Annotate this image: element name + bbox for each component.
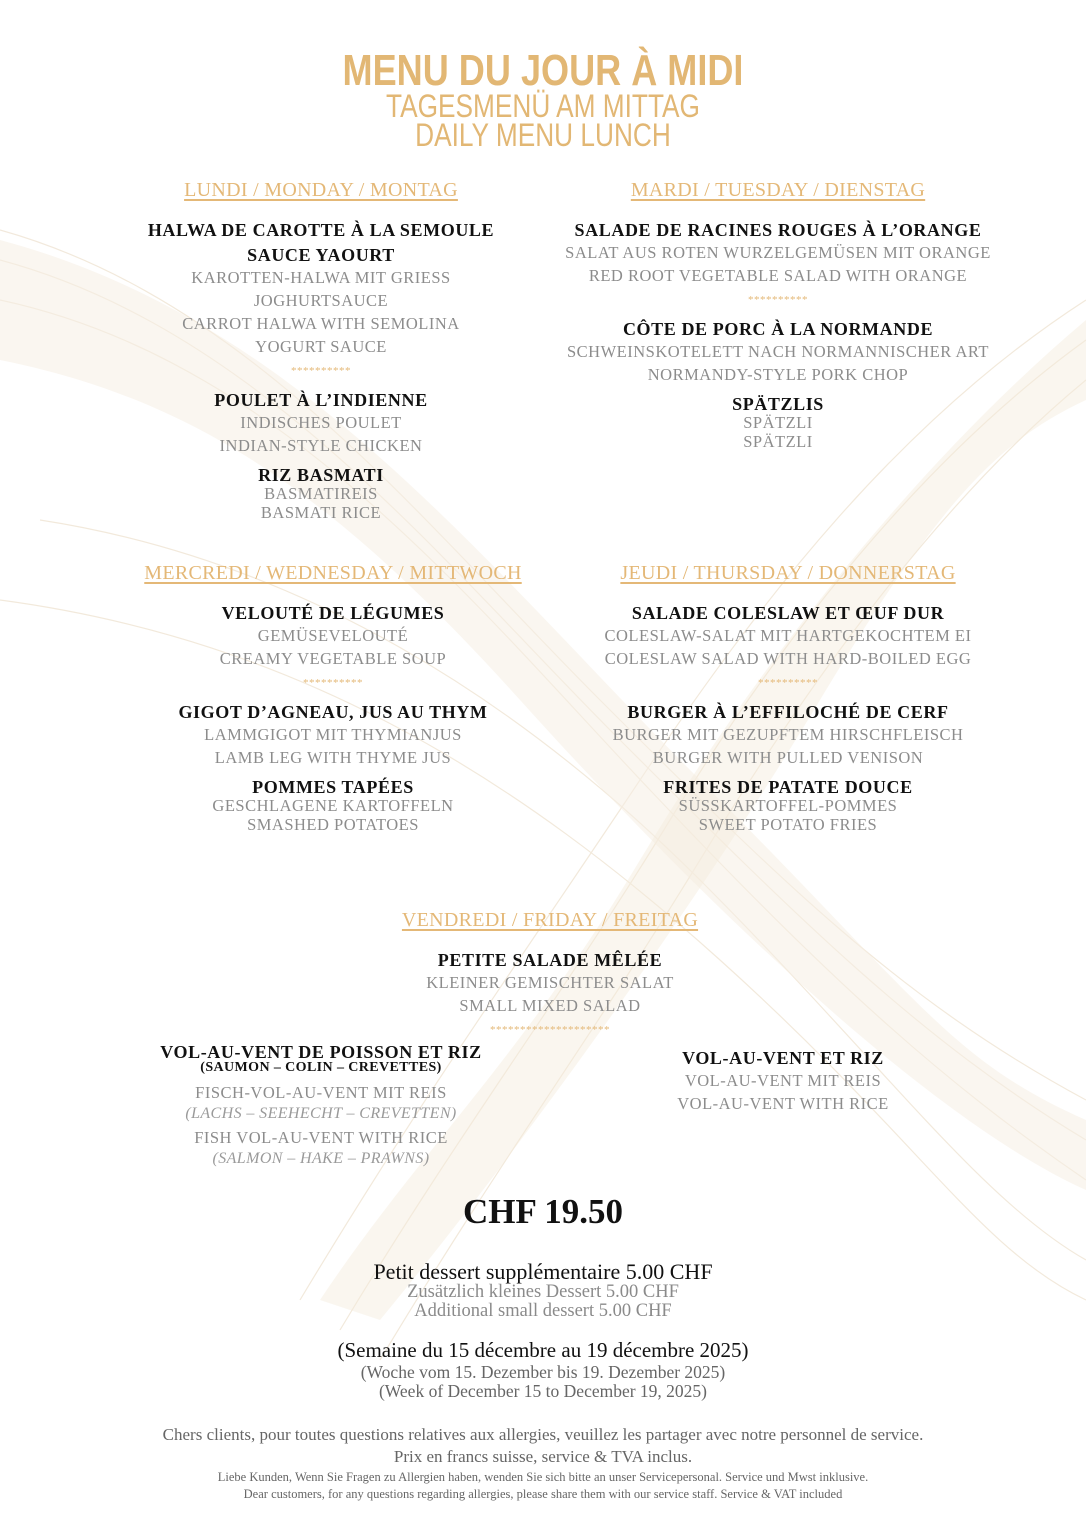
dish-name: GIGOT D’AGNEAU, JUS AU THYM <box>178 702 488 722</box>
dish-detail-translation: (SALMON – HAKE – PRAWNS) <box>212 1150 430 1167</box>
dish-name: POULET À L’INDIENNE <box>214 390 428 410</box>
dish-translation: BURGER WITH PULLED VENISON <box>652 748 924 767</box>
dish-name: VELOUTÉ DE LÉGUMES <box>221 603 445 623</box>
dish-name: SPÄTZLIS <box>732 394 824 414</box>
dish-translation: SWEET POTATO FRIES <box>698 815 878 834</box>
dish-translation: COLESLAW-SALAT MIT HARTGEKOCHTEM EI <box>604 626 972 645</box>
day-header: LUNDI / MONDAY / MONTAG <box>184 179 458 201</box>
separator: ******************** <box>490 1024 610 1036</box>
dish-translation: INDIAN-STYLE CHICKEN <box>219 436 423 455</box>
day-header: MARDI / TUESDAY / DIENSTAG <box>630 179 926 201</box>
price: CHF 19.50 <box>462 1192 624 1231</box>
dish-translation: SPÄTZLI <box>743 432 813 451</box>
dish-translation: KLEINER GEMISCHTER SALAT <box>426 973 674 992</box>
dish-translation: CARROT HALWA WITH SEMOLINA <box>182 314 460 333</box>
separator: ********** <box>291 365 351 377</box>
dish-name: BURGER À L’EFFILOCHÉ DE CERF <box>627 702 949 722</box>
week-en: (Week of December 15 to December 19, 2025) <box>378 1381 708 1401</box>
dish-name: SAUCE YAOURT <box>247 245 395 265</box>
dish-name: CÔTE DE PORC À LA NORMANDE <box>622 319 934 339</box>
dish-detail: (SAUMON – COLIN – CREVETTES) <box>200 1060 442 1075</box>
dish-name: SALADE DE RACINES ROUGES À L’ORANGE <box>574 220 982 240</box>
separator: ********** <box>758 677 818 689</box>
dish-translation: SCHWEINSKOTELETT NACH NORMANNISCHER ART <box>566 342 989 361</box>
dish-translation: SMASHED POTATOES <box>247 815 419 834</box>
menu-subtitle-en: DAILY MENU LUNCH <box>415 117 671 153</box>
menu-title: MENU DU JOUR À MIDI <box>342 46 744 95</box>
dish-translation: YOGURT SAUCE <box>255 337 387 356</box>
dish-translation: SPÄTZLI <box>743 413 813 432</box>
dish-name: HALWA DE CAROTTE À LA SEMOULE <box>147 220 495 240</box>
dish-translation: LAMB LEG WITH THYME JUS <box>214 748 452 767</box>
dish-translation: FISCH-VOL-AU-VENT MIT REIS <box>195 1083 447 1102</box>
dish-name: PETITE SALADE MÊLÉE <box>437 950 663 970</box>
dish-translation: RED ROOT VEGETABLE SALAD WITH ORANGE <box>588 266 968 285</box>
dish-translation: KAROTTEN-HALWA MIT GRIESS <box>191 268 451 287</box>
dessert-en: Additional small dessert 5.00 CHF <box>414 1301 672 1321</box>
dish-name: FRITES DE PATATE DOUCE <box>663 777 913 797</box>
footer-de: Liebe Kunden, Wenn Sie Fragen zu Allergien haben, wenden Sie sich bitte an unser Servicepersonal. Service und Mwst inklusive. <box>217 1470 869 1484</box>
dish-translation: GEMÜSEVELOUTÉ <box>257 626 409 645</box>
dish-translation: VOL-AU-VENT WITH RICE <box>677 1094 889 1113</box>
day-header: MERCREDI / WEDNESDAY / MITTWOCH <box>144 562 522 584</box>
dish-name: POMMES TAPÉES <box>252 777 414 797</box>
week-de: (Woche vom 15. Dezember bis 19. Dezember 2025) <box>360 1362 726 1382</box>
dish-name: RIZ BASMATI <box>258 465 384 485</box>
dish-translation: GESCHLAGENE KARTOFFELN <box>212 796 454 815</box>
separator: ********** <box>748 294 808 306</box>
dish-translation: CREAMY VEGETABLE SOUP <box>219 649 447 668</box>
day-header: VENDREDI / FRIDAY / FREITAG <box>401 909 699 931</box>
dish-translation: INDISCHES POULET <box>240 413 402 432</box>
footer-allergy-fr: Chers clients, pour toutes questions relatives aux allergies, veuillez les partager avec notre personnel de service. <box>162 1425 924 1444</box>
dish-translation: LAMMGIGOT MIT THYMIANJUS <box>204 725 462 744</box>
dish-translation: SÜSSKARTOFFEL-POMMES <box>678 796 898 815</box>
dish-translation: VOL-AU-VENT MIT REIS <box>684 1071 882 1090</box>
dish-translation: BASMATI RICE <box>260 503 382 522</box>
footer-en: Dear customers, for any questions regarding allergies, please share them with our service staff. Service & VAT included <box>243 1487 843 1501</box>
menu-subtitle-de: TAGESMENÜ AM MITTAG <box>386 88 700 124</box>
dessert-fr: Petit dessert supplémentaire 5.00 CHF <box>373 1259 713 1284</box>
separator: ********** <box>303 677 363 689</box>
day-header: JEUDI / THURSDAY / DONNERSTAG <box>620 562 956 584</box>
dish-detail-translation: (LACHS – SEEHECHT – CREVETTEN) <box>185 1105 457 1122</box>
dish-translation: FISH VOL-AU-VENT WITH RICE <box>194 1128 448 1147</box>
dish-name: VOL-AU-VENT ET RIZ <box>682 1048 884 1068</box>
week-fr: (Semaine du 15 décembre au 19 décembre 2025) <box>337 1338 749 1362</box>
footer-prices-fr: Prix en francs suisse, service & TVA inclus. <box>393 1447 693 1466</box>
dish-translation: BURGER MIT GEZUPFTEM HIRSCHFLEISCH <box>612 725 964 744</box>
dish-translation: JOGHURTSAUCE <box>253 291 389 310</box>
dish-translation: SALAT AUS ROTEN WURZELGEMÜSEN MIT ORANGE <box>565 243 991 262</box>
dish-name: VOL-AU-VENT DE POISSON ET RIZ <box>160 1042 482 1062</box>
dish-name: SALADE COLESLAW ET ŒUF DUR <box>631 603 945 623</box>
dish-translation: NORMANDY-STYLE PORK CHOP <box>647 365 909 384</box>
dessert-de: Zusätzlich kleines Dessert 5.00 CHF <box>407 1282 679 1302</box>
dish-translation: BASMATIREIS <box>264 484 378 503</box>
dish-translation: COLESLAW SALAD WITH HARD-BOILED EGG <box>604 649 972 668</box>
dish-translation: SMALL MIXED SALAD <box>459 996 641 1015</box>
